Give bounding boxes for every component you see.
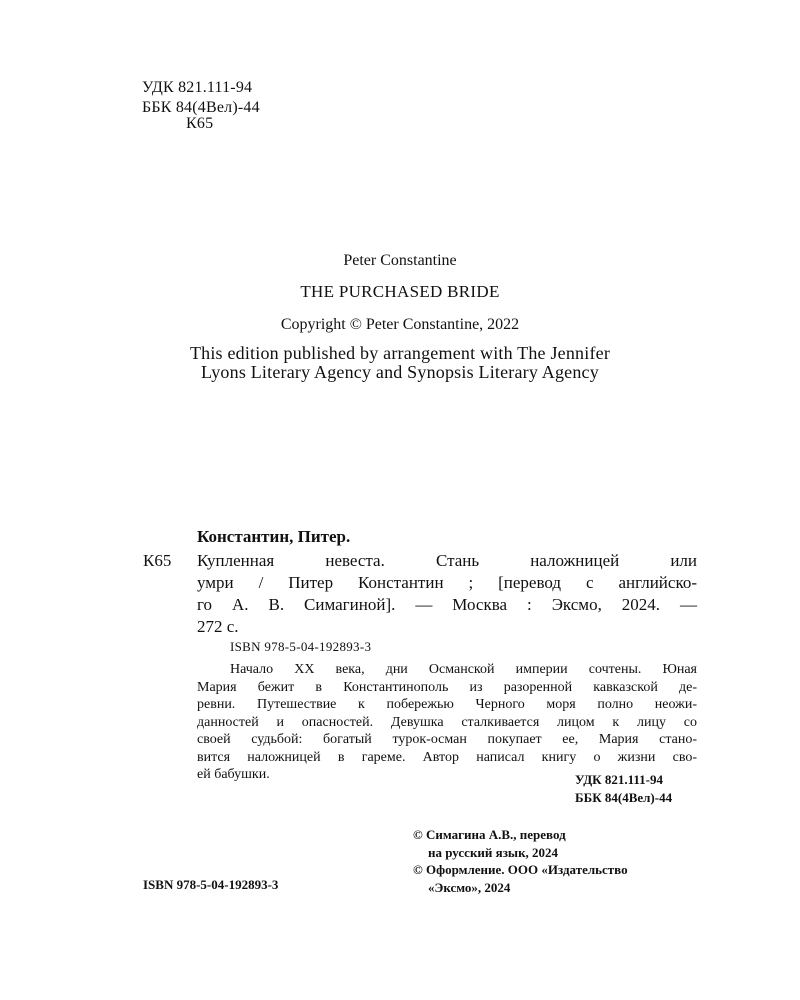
bib-isbn: ISBN 978-5-04-192893-3 [230,639,372,654]
bib-author-mark: К65 [143,551,172,570]
bib-bbk: ББК 84(4Вел)-44 [575,790,673,805]
annotation-line: ревни. Путешествие к побережью Черного моря полно неожи- [197,697,697,712]
annotation-line: Начало XX века, дни Османской империи сочтены. Юная [230,662,697,677]
design-copyright-cont: «Эксмо», 2024 [428,879,511,895]
edition-notice-line: This edition published by arrangement with The Jennifer [189,343,611,363]
annotation-line: данностей и опасностей. Девушка сталкивается лицом к лицу со [197,714,697,730]
isbn: ISBN 978-5-04-192893-3 [143,877,279,892]
design-copyright: © Оформление. ООО «Издательство [413,862,628,877]
bib-description-line: Купленная невеста. Стань наложницей или [197,551,697,570]
bib-description-line: го А. В. Симагиной]. — Москва : Эксмо, 2024. — [197,595,697,614]
translation-copyright-cont: на русский язык, 2024 [428,844,559,860]
bib-description-line: 272 с. [197,617,239,636]
bib-description [197,550,697,638]
bib-description-line: умри / Питер Константин ; [перевод с английско- [197,573,697,592]
original-title: THE PURCHASED BRIDE [300,282,500,301]
author-mark: К65 [186,115,214,132]
translation-copyright: © Симагина А.В., перевод [413,827,566,842]
annotation-line: ей бабушки. [197,767,270,782]
annotation-line: вится наложницей в гареме. Автор написал книгу о жизни сво- [197,749,697,765]
bib-author-heading: Константин, Питер. [197,527,351,546]
bib-udk: УДК 821.111-94 [575,772,663,787]
edition-notice [0,344,800,382]
bib-classification [575,771,672,807]
bbk-code: ББК 84(4Вел)-44 [142,99,260,116]
copyright-notices [413,826,628,896]
original-copyright: Copyright © Peter Constantine, 2022 [280,316,520,333]
udk-code: УДК 821.111-94 [142,79,253,96]
annotation [197,661,697,784]
annotation-line: Мария бежит в Константинополь из разоренной кавказской де- [197,679,697,695]
original-author: Peter Constantine [343,252,457,269]
edition-notice-line: Lyons Literary Agency and Synopsis Literary Agency [201,362,599,382]
annotation-line: своей судьбой: богатый турок-осман покупает ее, Мария стано- [197,732,697,747]
